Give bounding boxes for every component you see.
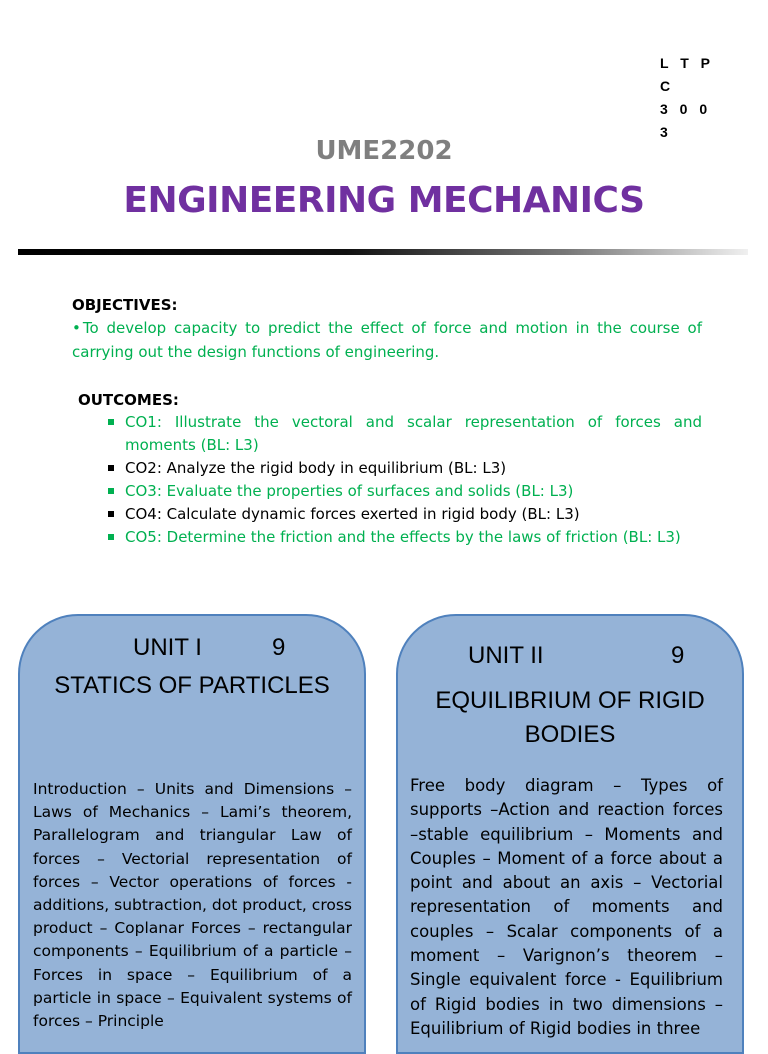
outcome-text: CO3: Evaluate the properties of surfaces and solids (BL: L3) [125, 482, 574, 500]
unit-title: STATICS OF PARTICLES [54, 672, 330, 699]
unit-card-2 [396, 614, 744, 1054]
unit-hours: 9 [671, 642, 685, 669]
unit-syllabus: Introduction – Units and Dimensions – Laws of Mechanics – Lami’s theorem, Parallelogram and triangular Law of forces – Vectorial representation of forces – Vector operations of forces - additions, subtraction, dot product, cross product – Coplanar Forces – rectangular components – Equilibrium of a particle – Forces in space – Equilibrium of a particle in space – Equivalent systems of forces – Principle [33, 780, 352, 1031]
header-divider [18, 249, 748, 255]
unit-label: UNIT II [468, 642, 544, 669]
outcomes-list [108, 411, 702, 549]
ltpc-label: L T P C [660, 55, 714, 94]
outcome-text: CO2: Analyze the rigid body in equilibrium (BL: L3) [125, 459, 507, 477]
square-bullet-icon [108, 534, 114, 540]
outcome-text: CO4: Calculate dynamic forces exerted in rigid body (BL: L3) [125, 505, 580, 523]
outcome-item [108, 503, 702, 526]
unit-hours: 9 [272, 634, 286, 661]
outcome-text: CO1: Illustrate the vectoral and scalar representation of forces and moments (BL: L3) [125, 413, 702, 454]
unit-syllabus: Free body diagram – Types of supports –Action and reaction forces –stable equilibrium – Moments and Couples – Moment of a force about a point and about an axis – Vectorial representation of moments and couples – Scalar components of a moment – Varignon’s theorem – Single equivalent force - Equilibrium of Rigid bodies in two dimensions – Equilibrium of Rigid bodies in three [410, 776, 723, 1038]
outcomes-heading: OUTCOMES: [78, 391, 179, 409]
unit-title: EQUILIBRIUM OF RIGID BODIES [435, 687, 705, 748]
outcome-item [108, 411, 702, 457]
square-bullet-icon [108, 511, 114, 517]
outcome-text: CO5: Determine the friction and the effects by the laws of friction (BL: L3) [125, 528, 681, 546]
ltpc-block [660, 52, 730, 144]
ltpc-values: 3 0 0 3 [660, 101, 712, 140]
outcome-item [108, 526, 702, 549]
objectives-heading: OBJECTIVES: [72, 296, 178, 314]
square-bullet-icon [108, 488, 114, 494]
course-title: ENGINEERING MECHANICS [123, 180, 645, 221]
unit-card-1 [18, 614, 366, 1054]
square-bullet-icon [108, 465, 114, 471]
objectives-text: To develop capacity to predict the effect of force and motion in the course of carrying out the design functions of engineering. [72, 319, 702, 361]
bullet-icon: • [72, 319, 81, 337]
outcome-item [108, 480, 702, 503]
objectives-text-block [72, 316, 702, 364]
square-bullet-icon [108, 419, 114, 425]
unit-label: UNIT I [133, 634, 202, 661]
course-code: UME2202 [315, 136, 453, 166]
outcome-item [108, 457, 702, 480]
